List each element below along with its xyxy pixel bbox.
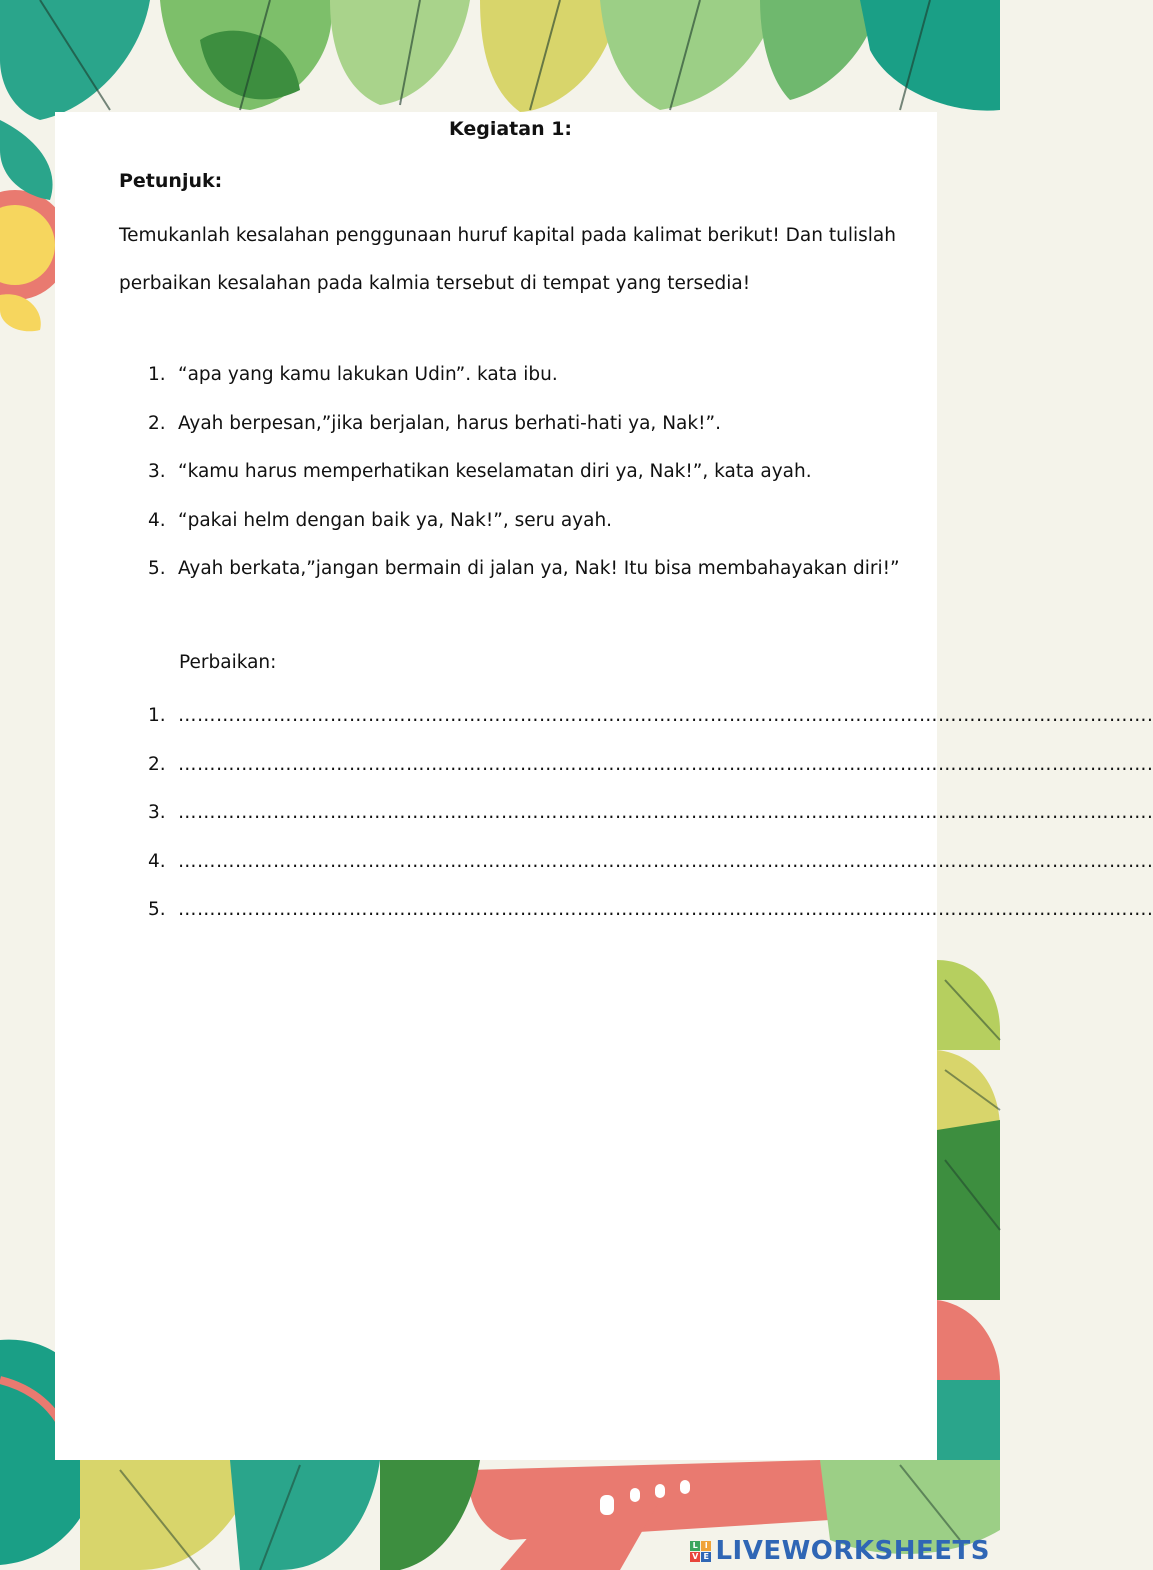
liveworksheets-logo-icon: L I V E: [690, 1541, 711, 1562]
leaf-icon: [0, 0, 150, 120]
question-item: [148, 359, 900, 408]
leaf-icon: [937, 1120, 1000, 1300]
question-number: 5.: [148, 558, 166, 579]
question-item: [148, 456, 900, 505]
watermark-text: LIVEWORKSHEETS: [715, 1536, 990, 1566]
page-title: Kegiatan 1:: [448, 118, 573, 140]
answer-list: [148, 700, 1153, 943]
instructions-text: Temukanlah kesalahan penggunaan huruf kapital pada kalimat berikut! Dan tulislah perbaikan kesalahan pada kalmia tersebut di tempat yang tersedia!: [119, 225, 896, 294]
leaf-icon: [0, 120, 53, 200]
answer-number: 4.: [148, 850, 166, 872]
leaf-icon: [937, 1380, 1000, 1460]
leaf-icon: [230, 1460, 380, 1570]
question-text: “pakai helm dengan baik ya, Nak!”, seru ayah.: [178, 509, 613, 531]
instructions-heading: Petunjuk:: [119, 170, 223, 192]
answer-item: [148, 894, 1153, 943]
question-text: “apa yang kamu lakukan Udin”. kata ibu.: [178, 364, 558, 385]
answer-item: [148, 700, 1153, 749]
question-item: [148, 505, 900, 554]
answer-item: [148, 797, 1153, 846]
leaf-icon: [330, 0, 470, 105]
answer-blank-field[interactable]: ……………………………………………………………………………………………………………………………………….: [178, 850, 1153, 872]
answer-blank-field[interactable]: ……………………………………………………………………………………………………………………………………….: [178, 899, 1153, 920]
question-number: 2.: [148, 412, 166, 434]
question-list: [148, 359, 900, 602]
answer-blank-field[interactable]: ……………………………………………………………………………………………………………………………………….: [178, 753, 1153, 775]
answer-number: 2.: [148, 753, 166, 775]
question-text: “kamu harus memperhatikan keselamatan diri ya, Nak!”, kata ayah.: [178, 461, 812, 482]
leaf-icon: [600, 0, 780, 110]
leaf-icon: [380, 1460, 480, 1570]
question-text: Ayah berkata,”jangan bermain di jalan ya, Nak! Itu bisa membahayakan diri!”: [178, 558, 900, 579]
leaf-icon: [760, 0, 880, 100]
question-number: 4.: [148, 509, 166, 531]
answer-number: 3.: [148, 802, 166, 823]
answer-number: 5.: [148, 899, 166, 920]
answer-blank-field[interactable]: ……………………………………………………………………………………………………………………………………….: [178, 802, 1153, 823]
question-item: [148, 553, 900, 602]
question-number: 3.: [148, 461, 166, 482]
answer-blank-field[interactable]: ……………………………………………………………………………………………………………………………………….: [178, 705, 1153, 726]
leaf-icon: [480, 0, 620, 112]
answer-number: 1.: [148, 705, 166, 726]
liveworksheets-logo[interactable]: [690, 1536, 990, 1566]
leaf-icon: [860, 0, 1000, 111]
leaf-icon: [937, 1050, 1000, 1130]
answer-item: [148, 846, 1153, 895]
question-text: Ayah berpesan,”jika berjalan, harus berhati-hati ya, Nak!”.: [178, 412, 721, 434]
question-number: 1.: [148, 364, 166, 385]
corrections-label: Perbaikan:: [179, 652, 277, 673]
leaf-icon: [937, 1300, 1000, 1380]
question-item: [148, 408, 900, 457]
answer-item: [148, 749, 1153, 798]
